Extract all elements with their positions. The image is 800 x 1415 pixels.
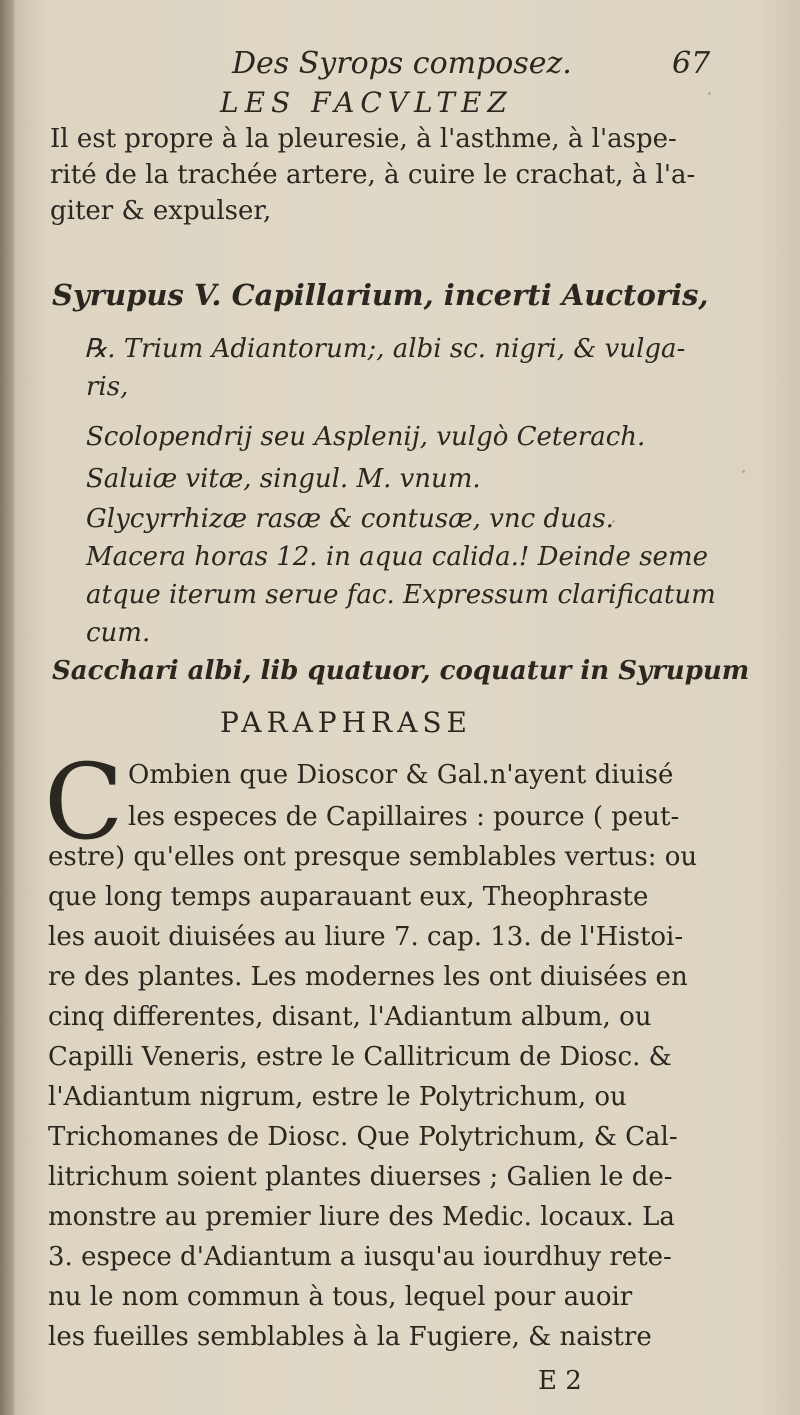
paraphrase-line: Ombien que Dioscor & Gal.n'ayent diuisé (128, 760, 674, 790)
paraphrase-line: les fueilles semblables à la Fugiere, & naistre (48, 1322, 652, 1352)
signature-mark: E 2 (538, 1366, 582, 1396)
paraphrase-heading: PARAPHRASE (220, 706, 472, 739)
paraphrase-line: estre) qu'elles ont presque semblables vertus: ou (48, 842, 698, 872)
paraphrase-line: les especes de Capillaires : pource ( peut- (128, 802, 680, 832)
recipe-line: Macera horas 12. in aqua calida.! Deinde seme (86, 542, 708, 572)
paper-fleck (708, 92, 711, 95)
page-number: 67 (672, 46, 711, 81)
paraphrase-line: re des plantes. Les modernes les ont diuisées en (48, 962, 688, 992)
facultez-heading: LES FACVLTEZ (220, 86, 513, 119)
recipe-line: Saluiæ vitæ, singul. M. vnum. (86, 464, 481, 494)
recipe-line: atque iterum serue fac. Expressum clarificatum (86, 580, 716, 610)
paraphrase-line: que long temps auparauant eux, Theophraste (48, 882, 649, 912)
recipe-title: Syrupus V. Capillarium, incerti Auctoris, (52, 278, 709, 312)
recipe-line: cum. (86, 618, 151, 648)
paraphrase-line: nu le nom commun à tous, lequel pour auoir (48, 1282, 633, 1312)
paraphrase-line: monstre au premier liure des Medic. locaux. La (48, 1202, 675, 1232)
paraphrase-line: litrichum soient plantes diuerses ; Galien le de- (48, 1162, 673, 1192)
recipe-line: Sacchari albi, lib quatuor, coquatur in Syrupum (52, 656, 750, 686)
recipe-line: ℞. Trium Adiantorum;, albi sc. nigri, & vulga- (84, 334, 686, 364)
facultez-line: rité de la trachée artere, à cuire le crachat, à l'a- (50, 160, 696, 190)
facultez-line: Il est propre à la pleuresie, à l'asthme, à l'aspe- (50, 124, 677, 154)
running-title: Des Syrops composez. (232, 46, 572, 81)
page-gutter-shadow (0, 0, 14, 1415)
paper-fleck (742, 470, 745, 473)
recipe-line: ris, (86, 372, 129, 402)
paraphrase-line: Capilli Veneris, estre le Callitricum de Diosc. & (48, 1042, 672, 1072)
paraphrase-line: l'Adiantum nigrum, estre le Polytrichum, ou (48, 1082, 627, 1112)
paraphrase-line: les auoit diuisées au liure 7. cap. 13. de l'Histoi- (48, 922, 684, 952)
facultez-line: giter & expulser, (50, 196, 272, 226)
paraphrase-line: 3. espece d'Adiantum a iusqu'au iourdhuy rete- (48, 1242, 672, 1272)
recipe-line: Glycyrrhizæ rasæ & contusæ, vnc duas. (86, 504, 614, 534)
paraphrase-line: cinq differentes, disant, l'Adiantum album, ou (48, 1002, 652, 1032)
drop-cap: C (44, 741, 124, 863)
recipe-line: Scolopendrij seu Asplenij, vulgò Ceterach. (86, 422, 646, 452)
paraphrase-line: Trichomanes de Diosc. Que Polytrichum, & Cal- (48, 1122, 678, 1152)
